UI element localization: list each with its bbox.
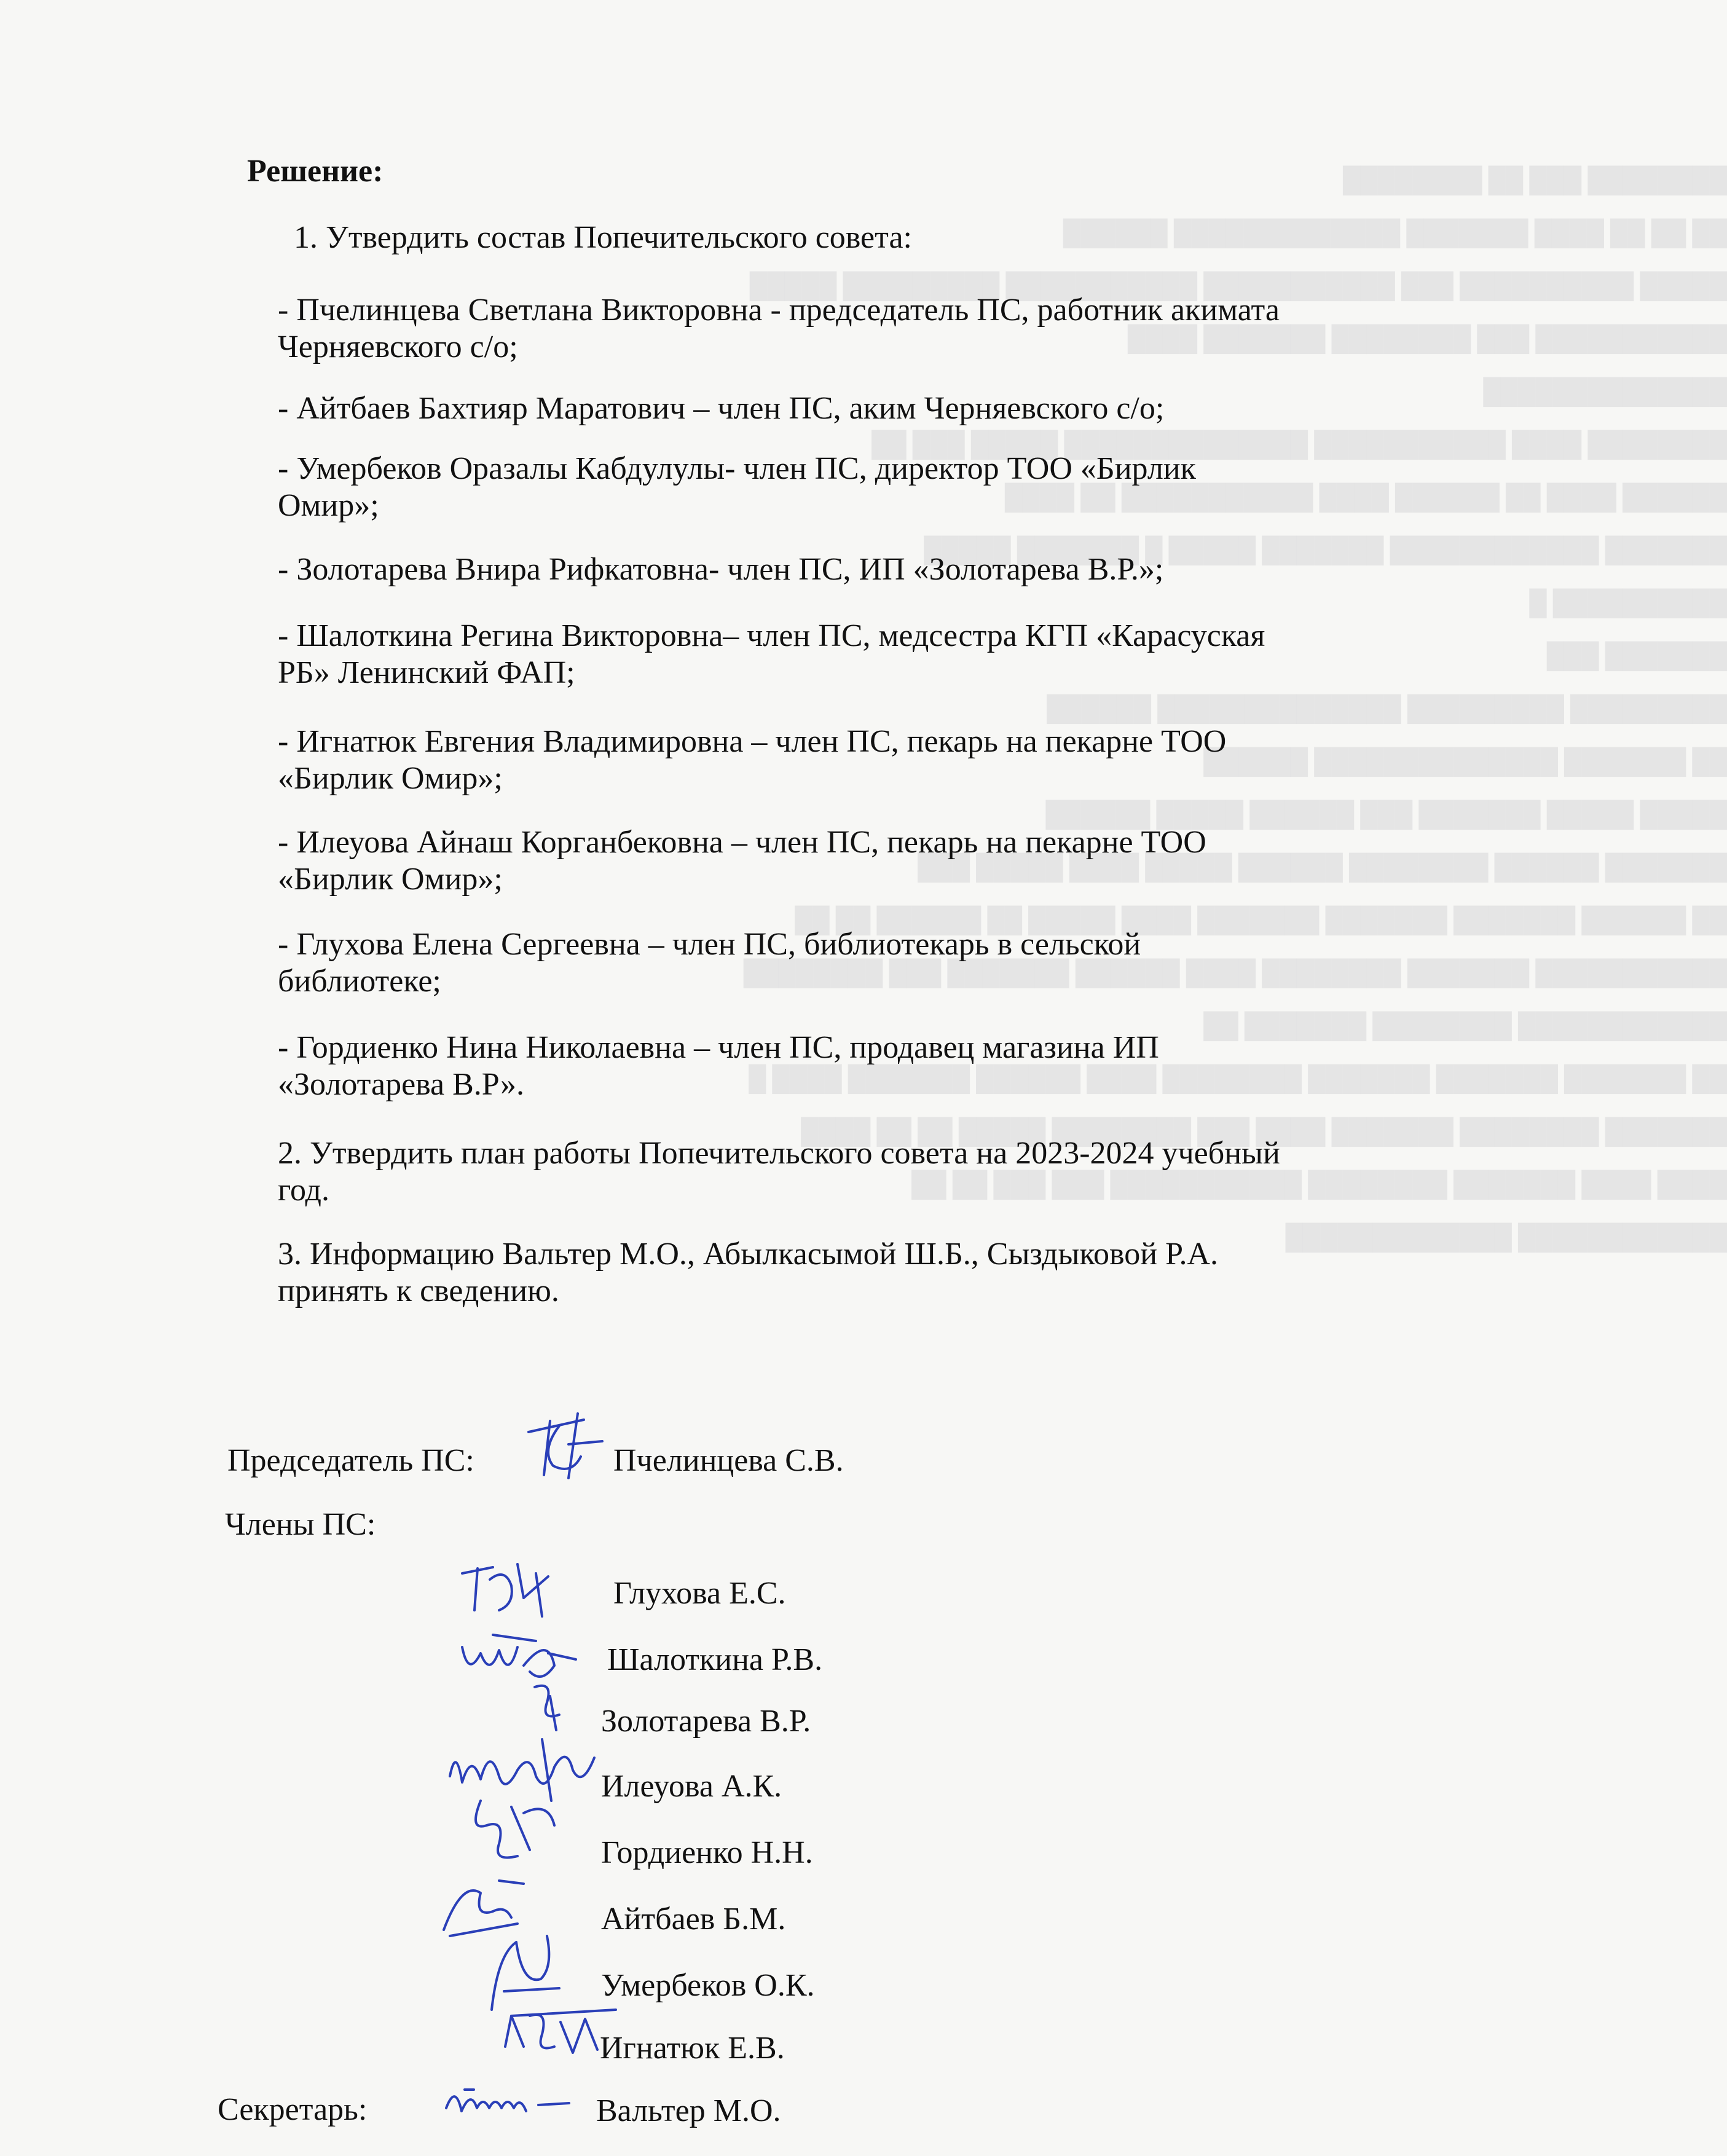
secretary-signature bbox=[440, 2077, 575, 2126]
member-line: - Умербеков Оразалы Кабдулулы- член ПС, директор ТОО «Бирлик bbox=[278, 451, 1196, 486]
member-line-cont: «Золотарева В.Р». bbox=[278, 1067, 524, 1102]
decision-item-1: 1. Утвердить состав Попечительского совета: bbox=[294, 220, 913, 255]
member-signature-name: Умербеков О.К. bbox=[601, 1968, 815, 2003]
member-line-cont: «Бирлик Омир»; bbox=[278, 862, 503, 897]
decision-heading: Решение: bbox=[247, 154, 384, 189]
signature-glukhova bbox=[456, 1555, 567, 1623]
member-signature-name: Илеуова А.К. bbox=[601, 1769, 782, 1804]
signature-zolotareva bbox=[522, 1678, 584, 1733]
member-line: - Золотарева Внира Рифкатовна- член ПС, ИП «Золотарева В.Р.»; bbox=[278, 552, 1164, 587]
chair-name: Пчелинцева С.В. bbox=[613, 1443, 844, 1478]
reverse-side-bleed-through: ████████ ███ ██ ████████ ██ ██ ██ ████ ███████ █████████████ ██████ █████ ██████████ ███ ███████████ ███████████ █████████ █████ ███████████ ███ ████████ ███████ ████ ██████████████ ████████ ████ ███████████ ██████████████ █████ ███ ██ ██████ ████ ██ ██████ ████ ███████████ ██ ████ ███████ ████████████ ███████ █████ █ ███████ █████ ██████████ █ ███████ ███ █████████ █████████ ██████████████ ██████ ██ ███████ ██████████████ ██████ █████ █████ ███████ ███ ██████ █████ ██████ ███████ ██████ ████████ ██████ █████ ████ █████ ███ ██ ██████ ███████ ███████ ███████ ████ █████ ██ ██████ ██ ██ ███████████ ███████ ████████ ████ ██████ ███████ ███ ████████ ████████████ ████████ ███████ ██ ██ ███████ ███████ ███████ ████████ ████ ██████ ███████ ████ █ ███████ ████████ ███████ ████ ███ ████████ █████ ██ ██ ████ ████ ████ ███████ ████████ ███████████ ███ ███ ██ ██ ████████████ █████████████ bbox=[743, 166, 1727, 1251]
signature-gordienko bbox=[462, 1795, 573, 1868]
decision-item-3: 3. Информацию Вальтер М.О., Абылкасымой Ш.Б., Сыздыковой Р.А. bbox=[278, 1237, 1219, 1272]
member-signature-name: Глухова Е.С. bbox=[613, 1576, 786, 1611]
members-label: Члены ПС: bbox=[225, 1507, 376, 1542]
member-signature-name: Гордиенко Н.Н. bbox=[601, 1835, 813, 1870]
member-line: - Гордиенко Нина Николаевна – член ПС, продавец магазина ИП bbox=[278, 1030, 1159, 1065]
decision-item-3-cont: принять к сведению. bbox=[278, 1273, 559, 1308]
member-line: - Пчелинцева Светлана Викторовна - председатель ПС, работник акимата bbox=[278, 293, 1280, 328]
member-signature-name: Айтбаев Б.М. bbox=[601, 1902, 786, 1937]
member-line: - Игнатюк Евгения Владимировна – член ПС, пекарь на пекарне ТОО bbox=[278, 724, 1227, 759]
member-line-cont: «Бирлик Омир»; bbox=[278, 761, 503, 796]
decision-item-2-cont: год. bbox=[278, 1173, 329, 1208]
member-line: - Шалоткина Регина Викторовна– член ПС, медсестра КГП «Карасуская bbox=[278, 618, 1265, 653]
member-line: - Илеуова Айнаш Корганбековна – член ПС, пекарь на пекарне ТОО bbox=[278, 825, 1206, 860]
member-line: - Глухова Елена Сергеевна – член ПС, библиотекарь в сельской bbox=[278, 927, 1141, 962]
decision-item-2: 2. Утвердить план работы Попечительского совета на 2023-2024 учебный bbox=[278, 1136, 1280, 1171]
member-line-cont: Омир»; bbox=[278, 488, 379, 523]
member-line-cont: Черняевского с/о; bbox=[278, 329, 518, 364]
member-line-cont: РБ» Ленинский ФАП; bbox=[278, 655, 575, 690]
secretary-name: Вальтер М.О. bbox=[596, 2093, 781, 2128]
member-line-cont: библиотеке; bbox=[278, 964, 441, 999]
chair-label: Председатель ПС: bbox=[227, 1443, 474, 1478]
member-signature-name: Игнатюк Е.В. bbox=[600, 2031, 785, 2066]
member-signature-name: Шалоткина Р.В. bbox=[607, 1642, 823, 1677]
member-signature-name: Золотарева В.Р. bbox=[601, 1704, 811, 1739]
chair-signature bbox=[516, 1407, 608, 1487]
secretary-label: Секретарь: bbox=[218, 2092, 368, 2127]
member-line: - Айтбаев Бахтияр Маратович – член ПС, аким Черняевского с/о; bbox=[278, 391, 1165, 426]
